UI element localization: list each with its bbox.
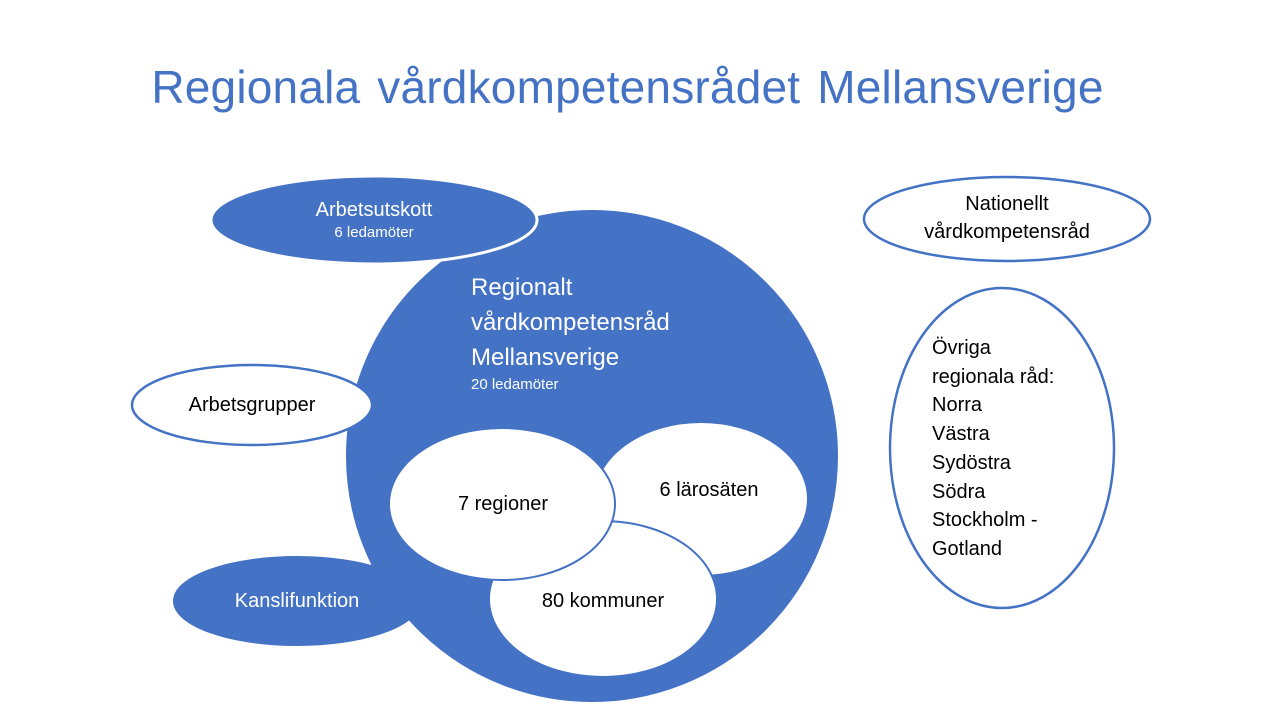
arbetsgrupper-label: Arbetsgrupper: [188, 394, 316, 416]
regioner-label: 7 regioner: [457, 493, 549, 515]
ovriga-line-8: Gotland: [932, 537, 1003, 560]
arbetsutskott-label: Arbetsutskott: [315, 199, 433, 221]
main-council-members: 20 ledamöter: [471, 376, 559, 393]
kommuner-label: 80 kommuner: [541, 590, 665, 612]
ovriga-line-1: Övriga: [932, 337, 991, 359]
nationellt-label-block: [887, 190, 1127, 246]
page-title: Regionala vårdkompetensrådet Mellansverige: [151, 61, 1104, 113]
nationellt-line-1: Nationellt: [965, 193, 1049, 215]
larosaten-label: 6 lärosäten: [659, 479, 759, 501]
arbetsutskott-members: 6 ledamöter: [334, 224, 414, 241]
main-council-line-2: vårdkompetensråd: [471, 309, 670, 336]
ovriga-line-4: Västra: [932, 423, 990, 446]
ovriga-line-3: Norra: [932, 394, 983, 417]
kanslifunktion-label: Kanslifunktion: [234, 590, 360, 612]
arbetsutskott-label-block: [274, 196, 474, 242]
nationellt-line-2: vårdkompetensråd: [924, 221, 1090, 243]
main-council-line-1: Regionalt: [471, 274, 573, 301]
main-council-label-block: [471, 270, 670, 394]
ovriga-line-7: Stockholm -: [932, 509, 1038, 532]
main-council-line-3: Mellansverige: [471, 344, 620, 371]
ovriga-line-5: Sydöstra: [932, 451, 1011, 474]
ovriga-label-block: [932, 334, 1054, 564]
ovriga-line-2: regionala råd:: [932, 365, 1055, 388]
ovriga-line-6: Södra: [932, 480, 986, 503]
